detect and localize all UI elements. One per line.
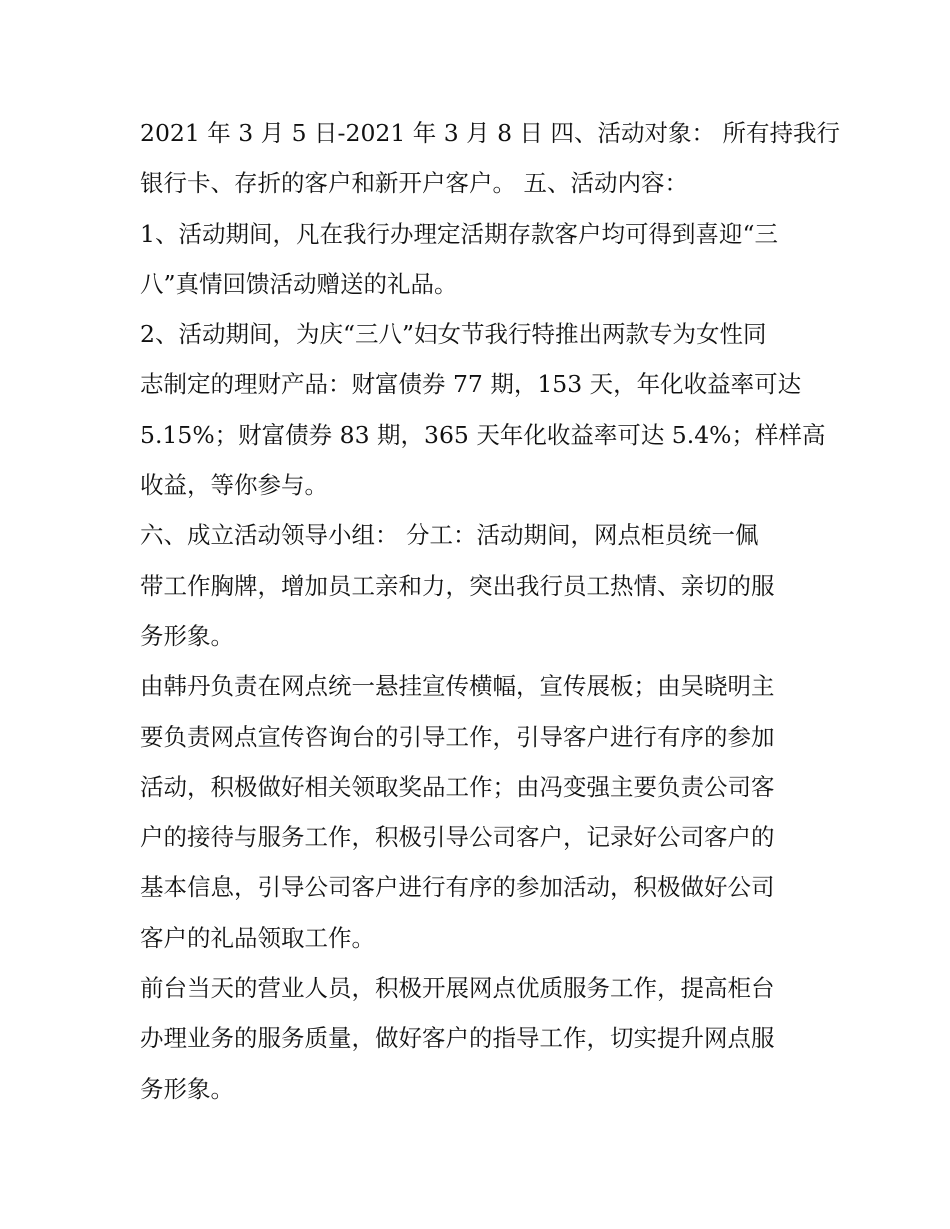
paragraph-responsibilities xyxy=(140,661,820,963)
text-line: 前台当天的营业人员，积极开展网点优质服务工作，提高柜台 xyxy=(140,974,775,1003)
text-line: 志制定的理财产品：财富债券 77 期，153 天，年化收益率可达 xyxy=(140,370,802,399)
text-line: 六、成立活动领导小组： 分工：活动期间，网点柜员统一佩 xyxy=(140,521,759,550)
paragraph-item-1 xyxy=(140,209,820,310)
paragraph-activity-period-target xyxy=(140,108,840,209)
text-line: 2、活动期间，为庆“三八”妇女节我行特推出两款专为女性同 xyxy=(140,320,767,349)
text-line: 2021 年 3 月 5 日-2021 年 3 月 8 日 四、活动对象： 所有持我行 xyxy=(140,119,840,147)
text-line: 务形象。 xyxy=(140,1074,234,1103)
text-line: 带工作胸牌，增加员工亲和力，突出我行员工热情、亲切的服 xyxy=(140,571,775,600)
text-line: 1、活动期间，凡在我行办理定活期存款客户均可得到喜迎“三 xyxy=(140,219,778,248)
text-line: 办理业务的服务质量，做好客户的指导工作，切实提升网点服 xyxy=(140,1024,775,1053)
paragraph-item-2 xyxy=(140,309,826,510)
paragraph-section-6 xyxy=(140,510,820,661)
text-line: 收益，等你参与。 xyxy=(140,471,328,500)
text-line: 八”真情回馈活动赠送的礼品。 xyxy=(140,269,458,298)
text-line: 5.15%；财富债券 83 期，365 天年化收益率可达 5.4%；样样高 xyxy=(140,420,826,449)
text-line: 由韩丹负责在网点统一悬挂宣传横幅，宣传展板；由吴晓明主 xyxy=(140,672,775,701)
text-line: 务形象。 xyxy=(140,621,234,650)
text-line: 活动，积极做好相关领取奖品工作；由冯变强主要负责公司客 xyxy=(140,772,775,801)
text-line: 要负责网点宣传咨询台的引导工作，引导客户进行有序的参加 xyxy=(140,722,775,751)
text-line: 客户的礼品领取工作。 xyxy=(140,923,375,952)
paragraph-front-desk xyxy=(140,963,820,1114)
text-line: 基本信息，引导公司客户进行有序的参加活动，积极做好公司 xyxy=(140,873,775,902)
document-body xyxy=(140,108,840,1114)
text-line: 银行卡、存折的客户和新开户客户。 五、活动内容： xyxy=(140,169,688,198)
text-line: 户的接待与服务工作，积极引导公司客户，记录好公司客户的 xyxy=(140,823,775,852)
